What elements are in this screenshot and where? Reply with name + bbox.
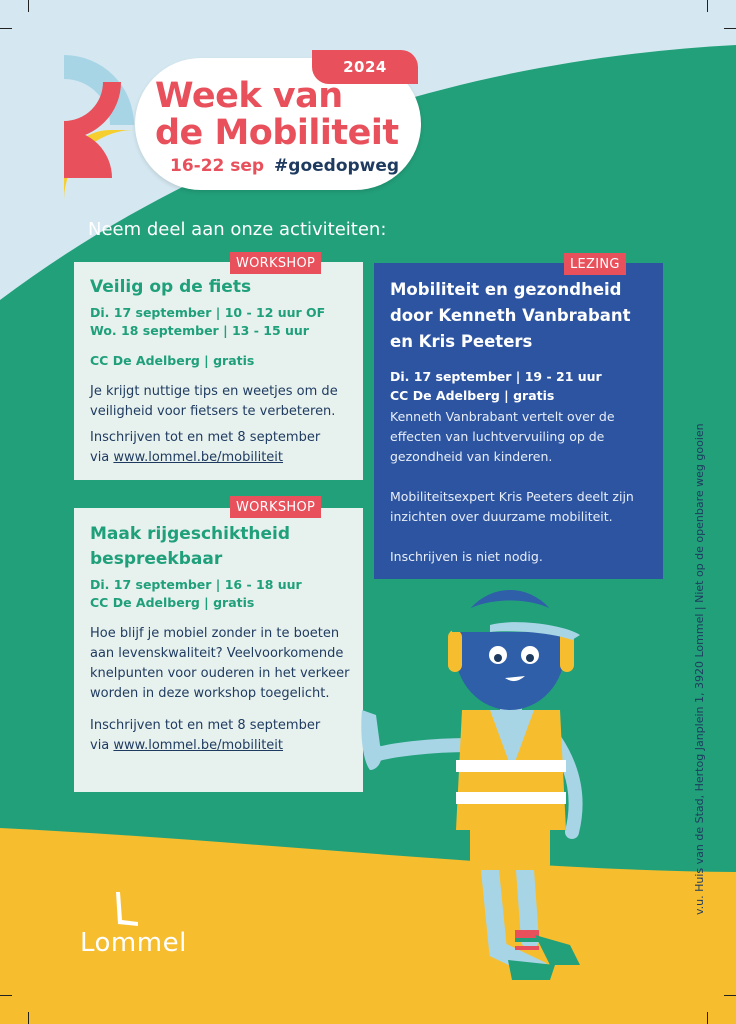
workshop-title: bespreekbaar xyxy=(90,549,223,569)
description-line: aan levenskwaliteit? Veelvoorkomende xyxy=(90,646,344,661)
mascot-illustration xyxy=(340,570,610,1000)
lommel-logo: Lommel xyxy=(80,928,187,958)
crop-mark xyxy=(707,1012,708,1024)
workshop-tag: WORKSHOP xyxy=(230,496,321,518)
lecture-title xyxy=(390,277,649,355)
lecture-card xyxy=(374,263,663,579)
description-line: veiligheid voor fietsers te verbeteren. xyxy=(90,404,336,419)
workshop-description xyxy=(90,624,363,704)
description-line: inzichten over duurzame mobiliteit. xyxy=(390,509,613,524)
description-line: effecten van luchtvervuiling op de xyxy=(390,429,605,444)
crop-mark xyxy=(724,995,736,996)
lecture-tag: LEZING xyxy=(564,253,626,275)
description-line: knelpunten voor ouderen in het verkeer xyxy=(90,666,350,681)
description-line: Inschrijven is niet nodig. xyxy=(390,549,543,564)
crop-mark xyxy=(28,0,29,12)
via-label: via xyxy=(90,738,114,753)
event-title-line2: de Mobiliteit xyxy=(155,113,399,153)
workshop-description xyxy=(90,382,363,422)
workshop-date: Di. 17 september | 16 - 18 uur xyxy=(90,577,302,592)
description-line: Mobiliteitsexpert Kris Peeters deelt zijn xyxy=(390,489,634,504)
workshop-place: CC De Adelberg | gratis xyxy=(90,595,255,610)
registration-link[interactable]: www.lommel.be/mobiliteit xyxy=(113,738,284,753)
lecture-date: Di. 17 september | 19 - 21 uur xyxy=(390,369,602,384)
workshop-place: CC De Adelberg | gratis xyxy=(90,353,255,368)
lommel-logo-icon xyxy=(112,892,138,928)
workshop-date: Di. 17 september | 10 - 12 uur OF xyxy=(90,305,326,320)
crop-mark xyxy=(724,28,736,29)
event-title-line1: Week van xyxy=(155,76,343,116)
description-line: worden in deze workshop toegelicht. xyxy=(90,686,330,701)
registration-link-line xyxy=(90,736,363,756)
lecture-place: CC De Adelberg | gratis xyxy=(390,388,555,403)
crop-mark xyxy=(0,28,12,29)
lecture-title-line: door Kenneth Vanbrabant xyxy=(390,306,631,325)
workshop-registration xyxy=(90,428,363,468)
hashtag: #goedopweg xyxy=(274,156,400,176)
crop-mark xyxy=(28,1012,29,1024)
workshop-card-2 xyxy=(74,508,363,792)
event-title xyxy=(155,78,405,152)
workshop-tag: WORKSHOP xyxy=(230,252,321,274)
publisher-note: v.u. Huis van de Stad, Hertog Janplein 1, 3920 Lommel | Niet op de openbare weg gooien xyxy=(693,423,706,915)
workshop-title: Veilig op de fiets xyxy=(90,277,252,297)
dates-text: 16-22 sep xyxy=(170,156,265,176)
description-line: Je krijgt nuttige tips en weetjes om de xyxy=(90,384,338,399)
workshop-date: Wo. 18 september | 13 - 15 uur xyxy=(90,323,309,338)
lecture-title-line: en Kris Peeters xyxy=(390,332,533,351)
workshop-card-1 xyxy=(74,262,363,480)
registration-line: Inschrijven tot en met 8 september xyxy=(90,718,321,733)
description-line: Hoe blijf je mobiel zonder in te boeten xyxy=(90,626,340,641)
workshop-title: Maak rijgeschiktheid xyxy=(90,524,291,544)
event-dates xyxy=(170,156,399,176)
lecture-meta xyxy=(390,367,649,405)
description-line: gezondheid van kinderen. xyxy=(390,449,553,464)
lecture-title-line: Mobiliteit en gezondheid xyxy=(390,280,622,299)
crop-mark xyxy=(707,0,708,12)
intro-heading: Neem deel aan onze activiteiten: xyxy=(88,219,387,240)
registration-link[interactable]: www.lommel.be/mobiliteit xyxy=(113,450,284,465)
registration-line: Inschrijven tot en met 8 september xyxy=(90,430,321,445)
registration-link-line xyxy=(90,448,363,468)
workshop-registration xyxy=(90,716,363,756)
crop-mark xyxy=(0,995,12,996)
description-line: Kenneth Vanbrabant vertelt over de xyxy=(390,409,615,424)
lecture-description xyxy=(390,407,649,567)
year-tag: 2024 xyxy=(312,50,418,84)
via-label: via xyxy=(90,450,114,465)
